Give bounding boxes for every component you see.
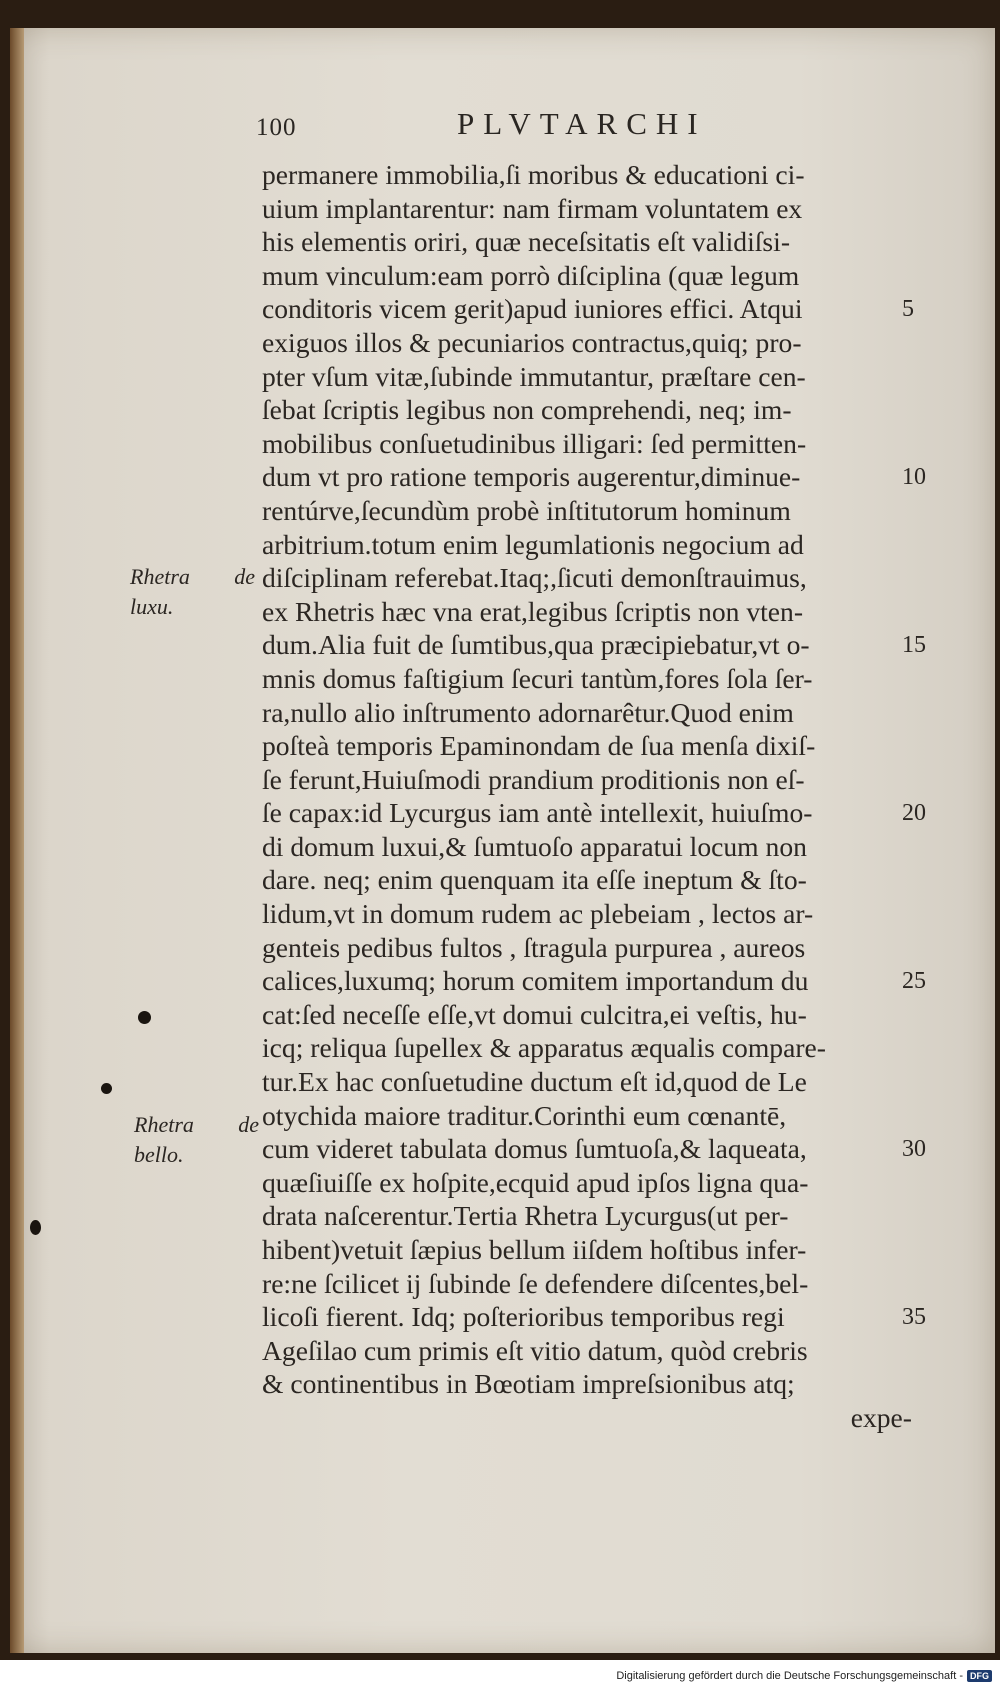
body-text — [262, 158, 912, 1435]
text-line: permanere immobilia,ſi moribus & educationi ci- — [262, 159, 805, 190]
text-line: rentúrve,ſecundùm probè inſtitutorum hominum — [262, 494, 791, 526]
text-line: icq; reliqua ſupellex & apparatus æqualis compare- — [262, 1032, 826, 1064]
ink-spot — [101, 1083, 112, 1094]
text-line: mnis domus faſtigium ſecuri tantùm,fores ſola ſer- — [262, 662, 813, 694]
page-binding-edge — [10, 28, 24, 1653]
footer-text: Digitalisierung gefördert durch die Deutsche Forschungsgemeinschaft - — [616, 1670, 963, 1682]
text-line: exiguos illos & pecuniarios contractus,quiq; pro- — [262, 326, 802, 358]
text-line: cat:ſed neceſſe eſſe,vt domui culcitra,ei veſtis, hu- — [262, 998, 807, 1030]
text-line: dum vt pro ratione temporis augerentur,diminue- — [262, 461, 801, 493]
text-line: diſciplinam referebat.Itaq;,ſicuti demonſtrauimus, — [262, 562, 807, 594]
line-number: 20 — [902, 800, 926, 827]
text-line: Ageſilao cum primis eſt vitio datum, quòd crebris — [262, 1334, 808, 1366]
margin-note-word: de — [234, 564, 255, 589]
line-number: 30 — [902, 1136, 926, 1163]
text-line: quæſiuiſſe ex hoſpite,ecquid apud ipſos ligna qua- — [262, 1166, 809, 1198]
text-line: re:ne ſcilicet ij ſubinde ſe defendere diſcentes,bel- — [262, 1267, 809, 1299]
line-number: 5 — [902, 296, 914, 323]
running-title: PLVTARCHI — [457, 106, 707, 141]
margin-note-bello — [134, 1110, 259, 1170]
text-line: hibent)vetuit ſæpius bellum iiſdem hoſtibus infer- — [262, 1234, 807, 1265]
text-line: & continentibus in Bœotiam impreſsionibus atq; — [262, 1368, 795, 1400]
text-line: drata naſcerentur.Tertia Rhetra Lycurgus(ut per- — [262, 1200, 789, 1232]
text-line: dare. neq; enim quenquam ita eſſe ineptum & ſto- — [262, 864, 807, 896]
text-line: conditoris vicem gerit)apud iuniores effici. Atqui — [262, 293, 803, 325]
footer — [616, 1670, 992, 1682]
text-line: poſteà temporis Epaminondam de ſua menſa dixiſ- — [262, 730, 816, 762]
text-line: otychida maiore traditur.Corinthi eum cœnantē, — [262, 1099, 787, 1131]
catchword: expe- — [850, 1401, 912, 1433]
ink-spot — [30, 1220, 41, 1235]
text-line: licoſi fierent. Idq; poſterioribus temporibus regi — [262, 1301, 785, 1333]
page-number: 100 — [256, 114, 297, 141]
text-line: genteis pedibus fultos , ſtragula purpurea , aureos — [262, 931, 806, 963]
margin-note-luxu — [130, 562, 255, 622]
dfg-logo-icon: DFG — [967, 1670, 992, 1682]
line-number: 25 — [902, 968, 926, 995]
text-line: calices,luxumq; horum comitem importandum du — [262, 965, 809, 997]
text-line: his elementis oriri, quæ neceſsitatis eſt validiſsi- — [262, 226, 791, 258]
text-line: arbitrium.totum enim legumlationis negocium ad — [262, 528, 804, 560]
text-line: lidum,vt in domum rudem ac plebeiam , lectos ar- — [262, 898, 814, 930]
text-line: dum.Alia fuit de ſumtibus,qua præcipiebatur,vt o- — [262, 629, 810, 661]
text-line: ſe capax:id Lycurgus iam antè intellexit, huiuſmo- — [262, 797, 813, 829]
text-line: cum videret tabulata domus ſumtuoſa,& laqueata, — [262, 1133, 807, 1165]
ink-spot — [138, 1011, 151, 1024]
margin-note-word: Rhetra — [130, 564, 190, 589]
text-line: ex Rhetris hæc vna erat,legibus ſcriptis non vten- — [262, 595, 804, 627]
text-line: uium implantarentur: nam firmam voluntatem ex — [262, 192, 803, 224]
text-line: ſebat ſcriptis legibus non comprehendi, neq; im- — [262, 394, 792, 426]
text-line: pter vſum vitæ,ſubinde immutantur, præſtare cen- — [262, 360, 806, 392]
line-number: 10 — [902, 464, 926, 491]
margin-note-word: Rhetra — [134, 1112, 194, 1137]
text-line: di domum luxui,& ſumtuoſo apparatui locum non — [262, 830, 807, 862]
text-line: tur.Ex hac conſuetudine ductum eſt id,quod de Le — [262, 1066, 807, 1098]
line-number: 35 — [902, 1304, 926, 1331]
margin-note-word: bello. — [134, 1142, 184, 1167]
text-line: ſe ferunt,Huiuſmodi prandium proditionis non eſ- — [262, 763, 805, 795]
margin-note-word: de — [238, 1112, 259, 1137]
text-line: mum vinculum:eam porrò diſciplina (quæ legum — [262, 259, 800, 291]
line-number: 15 — [902, 632, 926, 659]
text-line: ra,nullo alio inſtrumento adornarêtur.Quod enim — [262, 696, 794, 728]
margin-note-word: luxu. — [130, 594, 174, 619]
text-line: mobilibus conſuetudinibus illigari: ſed permitten- — [262, 427, 807, 459]
